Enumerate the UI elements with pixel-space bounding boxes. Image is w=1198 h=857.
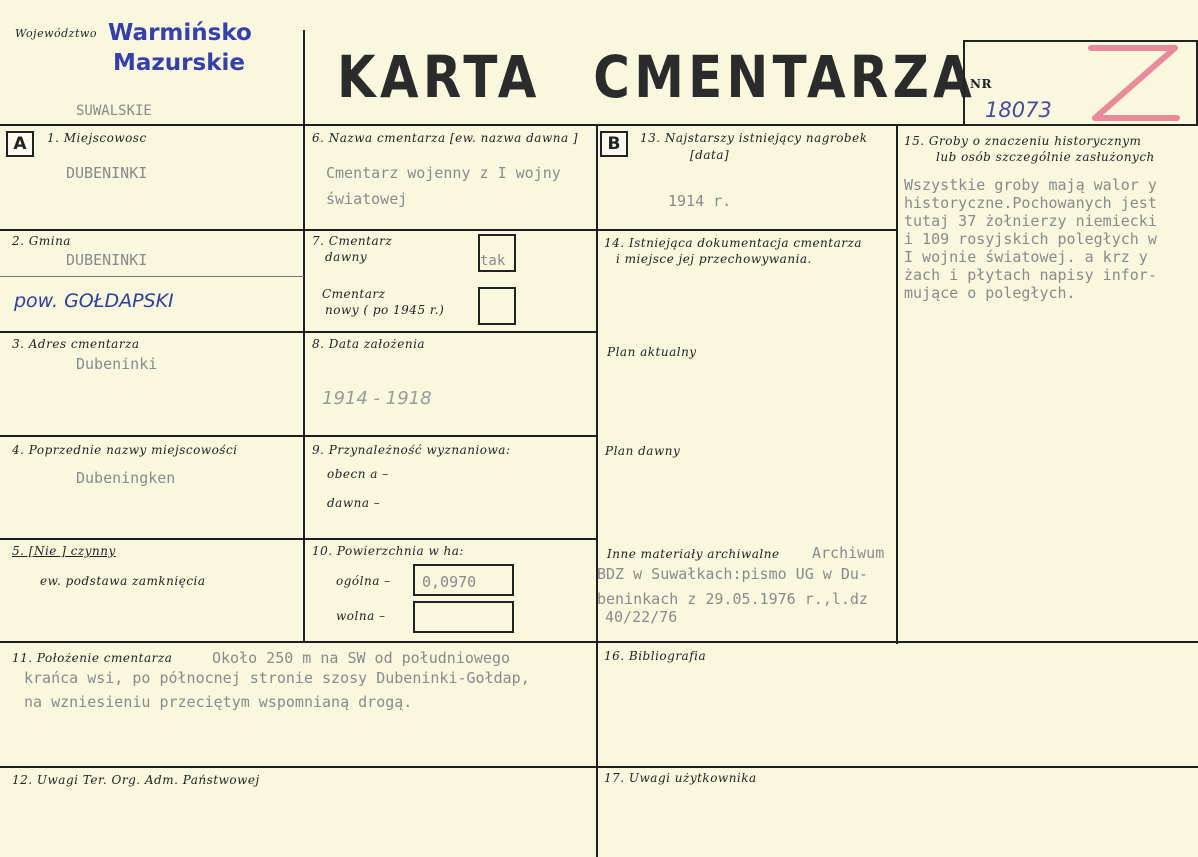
field-11-label: 11. Położenie cmentarza — [12, 651, 173, 665]
field-12-label: 12. Uwagi Ter. Org. Adm. Państwowej — [12, 773, 260, 787]
field-6-value-line1: Cmentarz wojenny z I wojny — [326, 164, 561, 182]
field-16-label: 16. Bibliografia — [604, 649, 707, 663]
divider-row-5 — [0, 641, 1198, 643]
field-4-value: Dubeningken — [76, 469, 176, 487]
field-4-label: 4. Poprzednie nazwy miejscowości — [12, 443, 238, 457]
divider-row-6 — [0, 766, 1198, 768]
section-a-badge: A — [6, 131, 34, 157]
field-15-value — [904, 176, 1196, 302]
field-15-value-line: i 109 rosyjskich poległych w — [904, 230, 1157, 248]
field-15-value-line: historyczne.Pochowanych jest — [904, 194, 1157, 212]
field-10-free-label: wolna – — [336, 609, 386, 623]
field-8-value: 1914 - 1918 — [322, 388, 432, 409]
field-15-label-line2: lub osób szczególnie zasłużonych — [936, 150, 1155, 164]
field-2-value: DUBENINKI — [66, 251, 148, 269]
wojewodztwo-label: Województwo — [15, 27, 97, 40]
nr-label: NR — [970, 77, 992, 91]
field-15-label-line1: 15. Groby o znaczeniu historycznym — [904, 134, 1142, 148]
field-11-value-line2: krańca wsi, po północnej stronie szosy Dubeninki-Gołdap, — [24, 669, 530, 687]
divider-row-4 — [0, 538, 597, 540]
field-15-value-line: Wszystkie groby mają walor y — [904, 176, 1157, 194]
field-13-label-line1: 13. Najstarszy istniejący nagrobek — [640, 131, 868, 145]
field-5-label: 5. [Nie ] czynny — [12, 544, 116, 558]
divider-vertical-header — [303, 30, 305, 642]
field-7-dawny-value: tak — [480, 253, 506, 269]
field-1-label: 1. Miejscowosc — [47, 131, 147, 145]
field-17-label: 17. Uwagi użytkownika — [604, 771, 757, 785]
plan-former-label: Plan dawny — [605, 444, 681, 458]
other-materials-value-line4: 40/22/76 — [605, 608, 678, 626]
divider-row-3 — [0, 435, 597, 437]
field-7b-label-line2: nowy ( po 1945 r.) — [325, 303, 445, 317]
field-15-value-line: tutaj 37 żołnierzy niemiecki — [904, 212, 1157, 230]
field-15-value-line: I wojnie światowej. a krz y — [904, 248, 1148, 266]
category-mark-z — [1085, 42, 1181, 126]
field-2-powiat: pow. GOŁDAPSKI — [14, 290, 174, 312]
divider-gmina-powiat — [0, 276, 304, 277]
divider-row-1 — [0, 229, 897, 231]
nr-value: 18073 — [985, 98, 1052, 122]
divider-vertical-15 — [896, 124, 898, 644]
field-3-value: Dubeninki — [76, 355, 158, 373]
field-15-value-line: mujące o poległych. — [904, 284, 1076, 302]
wojewodztwo-stamp-line1: Warmińsko — [108, 20, 252, 46]
field-11-value-line1: Około 250 m na SW od południowego — [212, 649, 511, 667]
field-3-label: 3. Adres cmentarza — [12, 337, 140, 351]
field-10-label: 10. Powierzchnia w ha: — [312, 544, 464, 558]
page-title: KARTA CMENTARZA — [337, 43, 977, 111]
field-9-current: obecn a – — [327, 467, 389, 481]
field-13-label-line2: [data] — [690, 148, 730, 162]
field-5-sub: ew. podstawa zamknięcia — [40, 574, 206, 588]
other-materials-value-line3: beninkach z 29.05.1976 r.,l.dz — [597, 590, 868, 608]
section-b-badge: B — [600, 131, 628, 157]
wojewodztwo-stamp-line2: Mazurskie — [113, 50, 245, 76]
field-14-label-line1: 14. Istniejąca dokumentacja cmentarza — [604, 236, 862, 250]
field-11-value-line3: na wzniesieniu przeciętym wspomnianą drogą. — [24, 693, 413, 711]
other-materials-value-line2: BDZ w Suwałkach:pismo UG w Du- — [597, 565, 868, 583]
field-9-label: 9. Przynależność wyznaniowa: — [312, 443, 511, 457]
field-10-total-label: ogólna – — [336, 574, 391, 588]
divider-row-2 — [0, 331, 597, 333]
field-9-former: dawna – — [327, 496, 381, 510]
field-14-label-line2: i miejsce jej przechowywania. — [616, 252, 812, 266]
field-1-value: DUBENINKI — [66, 164, 148, 182]
field-8-label: 8. Data założenia — [312, 337, 426, 351]
field-10-total-value: 0,0970 — [422, 573, 477, 591]
field-7-label-line1: 7. Cmentarz — [312, 234, 393, 248]
field-7-label-line2: dawny — [325, 250, 368, 264]
old-wojewodztwo: SUWALSKIE — [76, 103, 152, 119]
plan-current-label: Plan aktualny — [607, 345, 697, 359]
field-6-value-line2: światowej — [326, 190, 408, 208]
field-7-nowy-box[interactable] — [478, 287, 516, 325]
field-13-value: 1914 r. — [668, 192, 732, 210]
other-materials-label: Inne materiały archiwalne — [607, 547, 780, 561]
field-15-value-line: żach i płytach napisy infor- — [904, 266, 1157, 284]
field-10-free-box[interactable] — [413, 601, 514, 633]
field-6-label: 6. Nazwa cmentarza [ew. nazwa dawna ] — [312, 131, 579, 145]
divider-vertical-b — [596, 124, 598, 857]
field-7b-label-line1: Cmentarz — [322, 287, 386, 301]
other-materials-value-line1: Archiwum — [812, 544, 885, 562]
field-2-label: 2. Gmina — [12, 234, 71, 248]
